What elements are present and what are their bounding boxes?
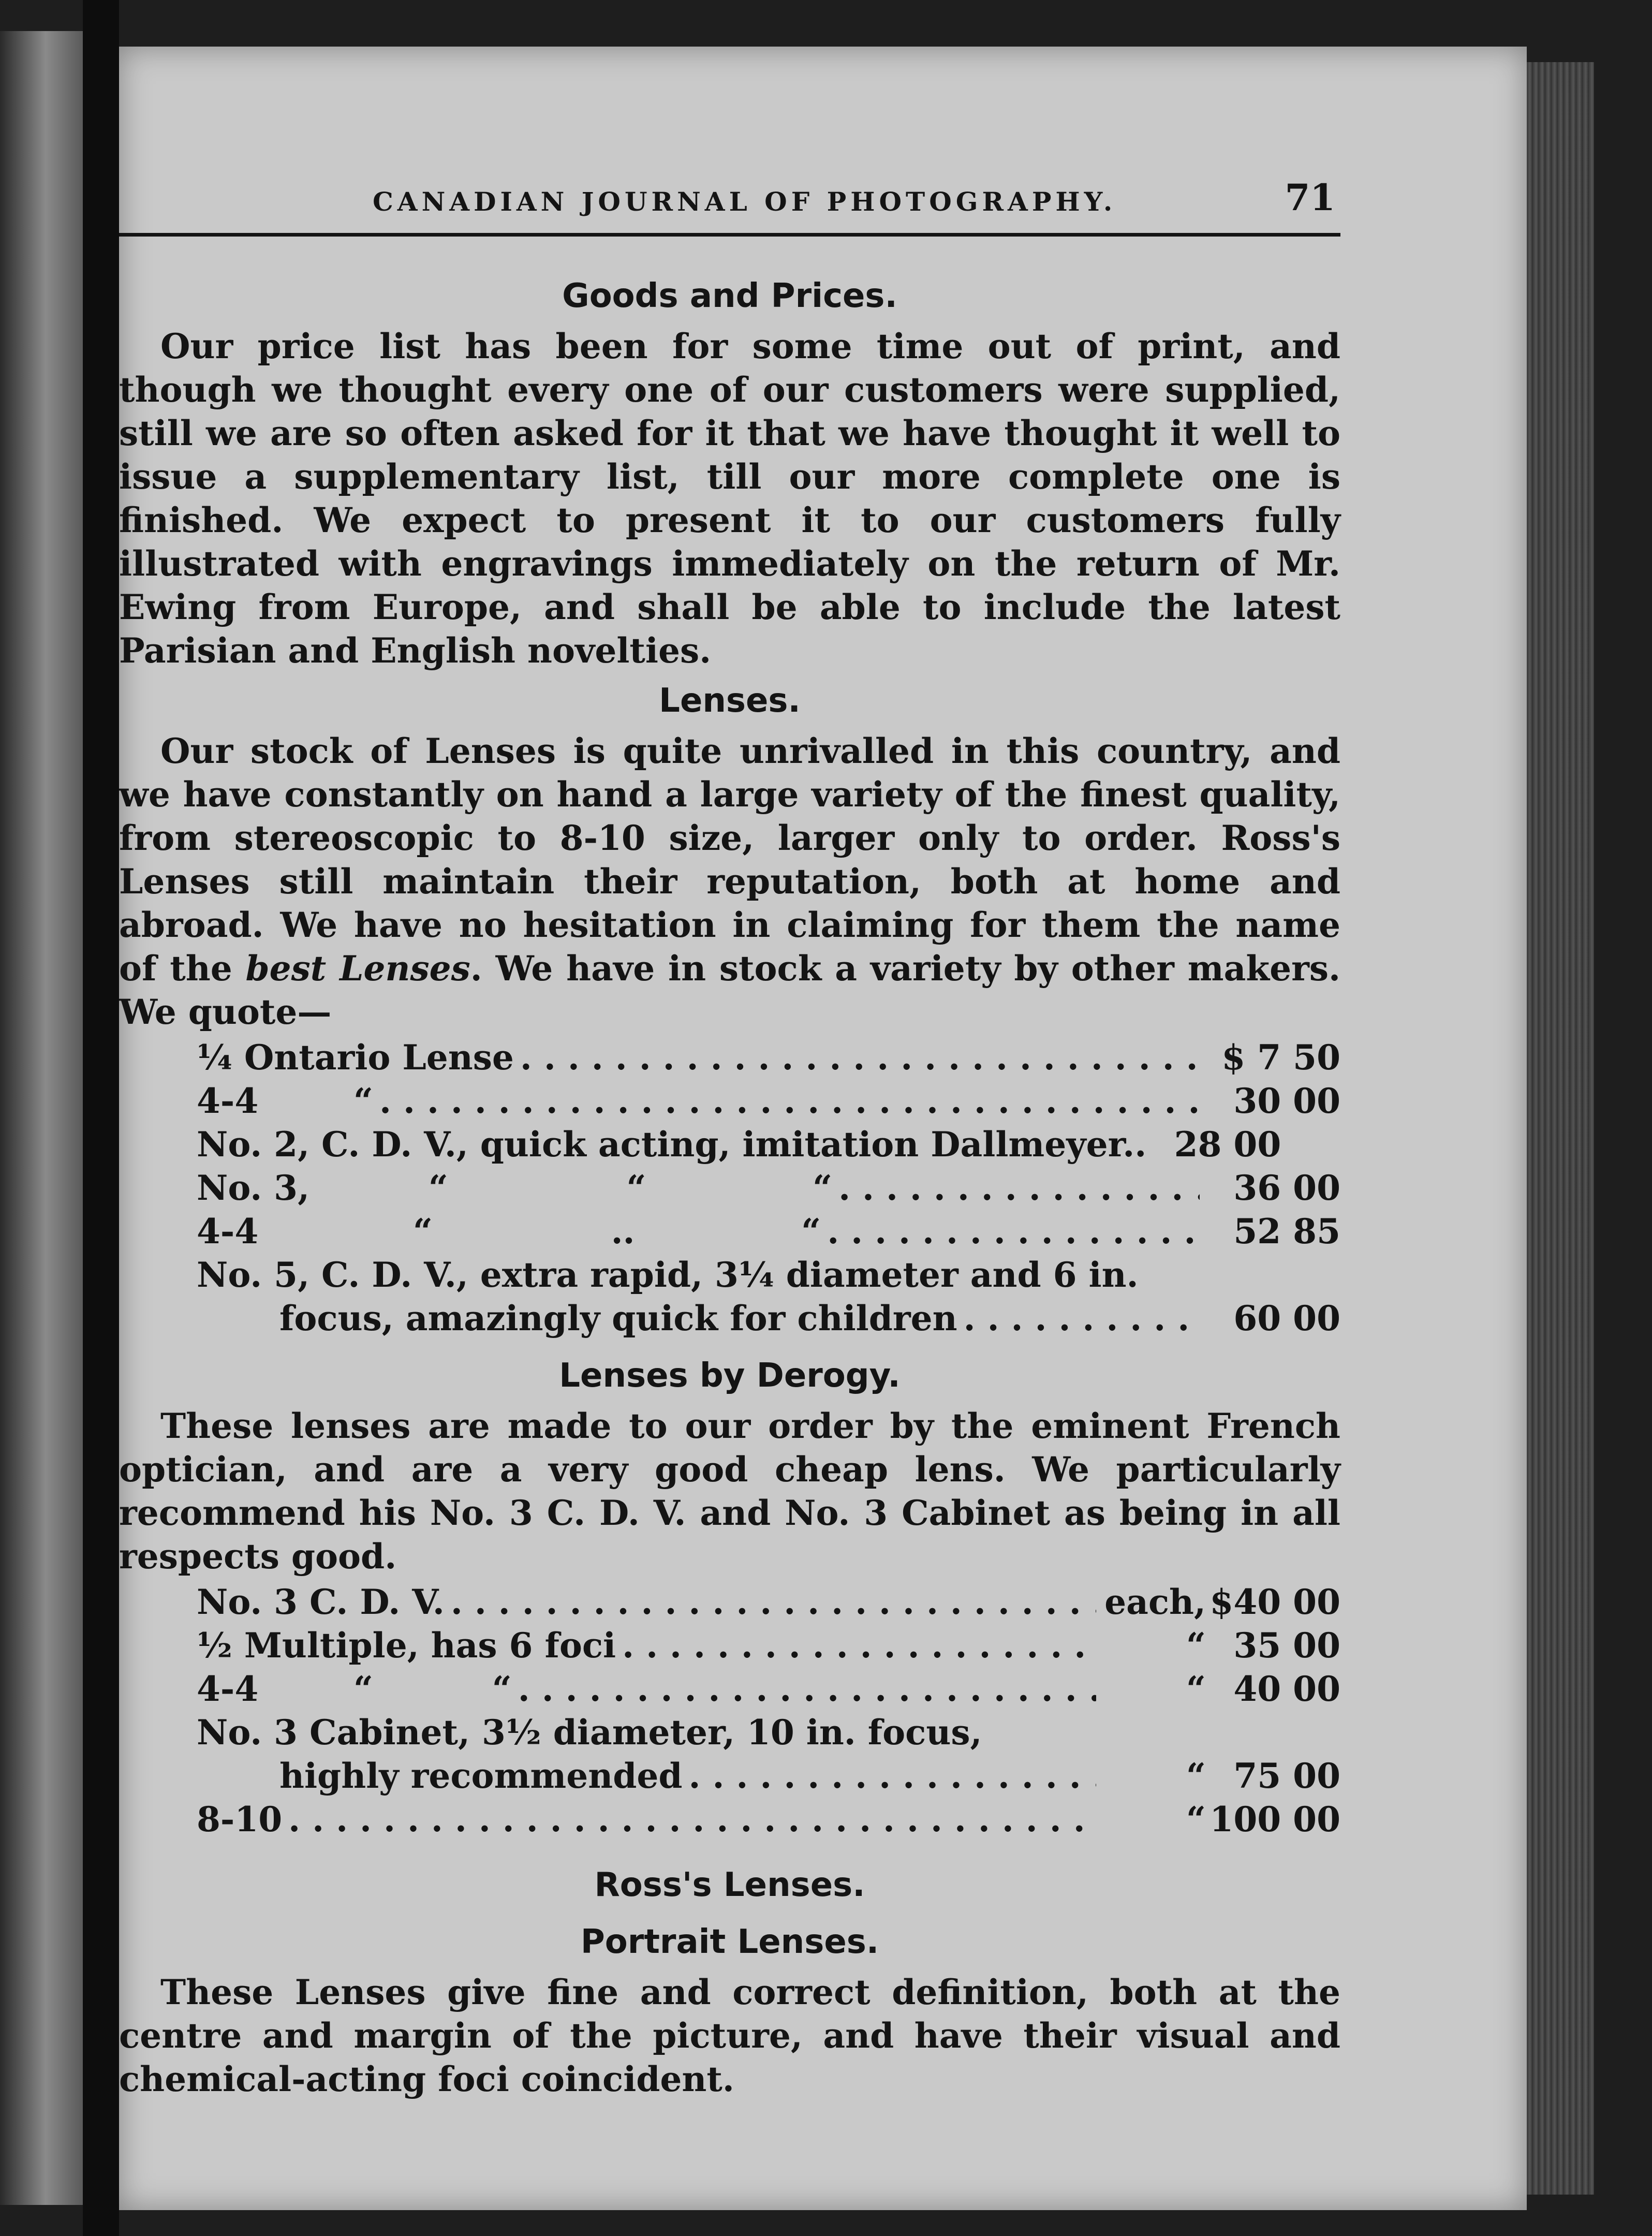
price-row <box>197 1667 1340 1711</box>
item-unit: “ <box>1186 1625 1206 1666</box>
lenses-text-after: . We have in stock a variety by other makers. We quote— <box>119 948 1340 1032</box>
item-price: 52 85 <box>1233 1211 1340 1252</box>
ross-heading: Ross's Lenses. <box>594 1866 865 1904</box>
item-name: No. 2, C. D. V., quick acting, imitation Dallmeyer.. <box>197 1124 1147 1165</box>
facing-page-edge <box>0 31 83 2205</box>
dot-leader <box>827 1210 1200 1253</box>
price-row <box>197 1580 1340 1624</box>
item-name: 8-10 <box>197 1799 283 1840</box>
item-name: No. 5, C. D. V., extra rapid, 3¼ diameter and 6 in. <box>197 1255 1139 1295</box>
dot-leader <box>964 1297 1200 1340</box>
item-price: 40 00 <box>1233 1669 1340 1709</box>
dot-leader <box>379 1079 1200 1123</box>
item-name: ½ Multiple, has 6 foci <box>197 1625 616 1666</box>
item-name: 4-4 “ “ <box>197 1669 512 1709</box>
dot-leader <box>622 1624 1096 1667</box>
item-price: 75 00 <box>1233 1756 1340 1796</box>
page-content <box>119 129 1340 2101</box>
dot-leader <box>689 1754 1097 1798</box>
item-name: 4-4 “ <box>197 1081 374 1121</box>
dot-leader <box>288 1798 1096 1841</box>
item-name: No. 3 Cabinet, 3½ diameter, 10 in. focus, <box>197 1712 982 1753</box>
lenses-price-list <box>119 1036 1340 1340</box>
lenses-text-italic: best Lenses <box>245 948 470 989</box>
item-price: 100 00 <box>1210 1799 1340 1840</box>
dot-leader <box>518 1667 1096 1711</box>
item-unit: each, <box>1104 1582 1206 1622</box>
price-row <box>197 1166 1340 1210</box>
goods-paragraph: Our price list has been for some time out of print, and though we thought every one of our customers were supplied, still we are so often asked for it that we have thought it well to issue a supplementary list, till our more complete one is finished. We expect to present it to our customers fully illustrated with engravings immediately on the return of Mr. Ewing from Europe, and shall be able to include the latest Parisian and English novelties. <box>119 326 1340 671</box>
dot-leader <box>451 1580 1096 1624</box>
derogy-heading: Lenses by Derogy. <box>559 1357 901 1395</box>
price-row <box>197 1210 1340 1253</box>
goods-heading: Goods and Prices. <box>562 277 897 315</box>
page-number: 71 <box>1285 176 1335 219</box>
item-name: focus, amazingly quick for children <box>279 1298 957 1338</box>
item-name: No. 3 C. D. V. <box>197 1582 445 1622</box>
item-unit: “ <box>1186 1756 1206 1796</box>
ross-paragraph: These Lenses give fine and correct definition, both at the centre and margin of the picture, and have their visual and chemical-acting foci coincident. <box>119 1972 1340 2099</box>
price-row <box>197 1079 1340 1123</box>
lenses-heading: Lenses. <box>659 682 801 720</box>
price-row <box>197 1624 1340 1667</box>
derogy-paragraph: These lenses are made to our order by the eminent French optician, and are a very good cheap lens. We particularly recommend his No. 3 C. D. V. and No. 3 Cabinet as being in all respects good. <box>119 1406 1340 1577</box>
dot-leader <box>520 1036 1200 1079</box>
item-price: 28 00 <box>1174 1124 1281 1165</box>
journal-title: CANADIAN JOURNAL OF PHOTOGRAPHY. <box>373 186 1117 217</box>
derogy-price-list <box>119 1580 1340 1841</box>
item-price: 60 00 <box>1233 1298 1340 1338</box>
dot-leader <box>838 1166 1200 1210</box>
price-row <box>197 1297 1340 1340</box>
item-unit: “ <box>1186 1799 1206 1840</box>
price-row <box>197 1754 1340 1798</box>
item-price: $40 00 <box>1210 1582 1340 1622</box>
lenses-paragraph <box>119 729 1340 1034</box>
lenses-text-before: Our stock of Lenses is quite unrivalled in this country, and we have constantly on hand a large variety of the finest quality, from stereoscopic to 8-10 size, larger only to order. Ross's Lenses still maintain their reputation, both at home and abroad. We have no hesitation in claiming for them the name of the <box>119 731 1340 989</box>
item-name: No. 3, “ “ “ <box>197 1168 833 1208</box>
item-price: 30 00 <box>1233 1081 1340 1121</box>
price-row <box>197 1798 1340 1841</box>
item-price: 36 00 <box>1233 1168 1340 1208</box>
item-name: highly recommended <box>279 1756 683 1796</box>
price-row <box>197 1123 1340 1166</box>
running-head <box>119 129 1340 237</box>
item-price: 35 00 <box>1233 1625 1340 1666</box>
item-name: ¼ Ontario Lense <box>197 1037 514 1078</box>
item-name: 4-4 “ .. “ <box>197 1211 821 1252</box>
item-price: $ 7 50 <box>1221 1037 1340 1078</box>
book-gutter <box>83 0 119 2236</box>
price-row <box>197 1036 1340 1079</box>
portrait-heading: Portrait Lenses. <box>580 1923 879 1961</box>
item-unit: “ <box>1186 1669 1206 1709</box>
price-row <box>197 1711 1340 1754</box>
price-row <box>197 1253 1340 1297</box>
page-stack-edge <box>1527 62 1594 2195</box>
